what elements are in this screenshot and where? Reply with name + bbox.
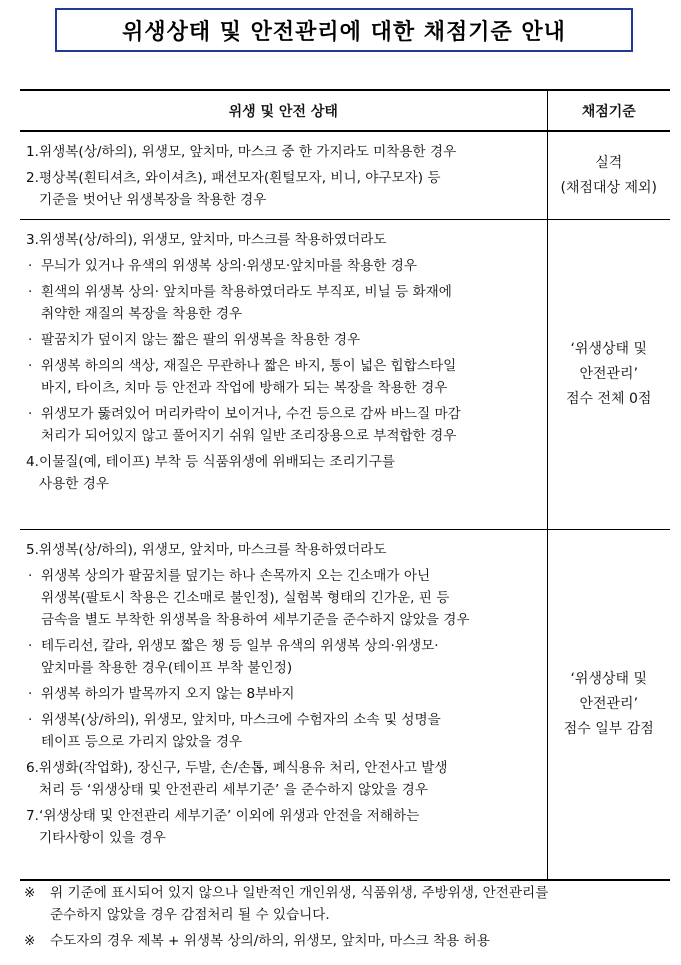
bullet-marker: · [28,638,33,654]
numbered-item [26,539,543,561]
condition-column-header: 위생 및 안전 상태 [20,90,547,131]
numbered-item [26,229,543,251]
item-text-line: 처리가 되어있지 않고 풀어지기 쉬워 일반 조리장용으로 부적합한 경우 [41,428,457,444]
reference-mark: ※ [24,933,36,949]
bullet-marker: · [28,686,33,702]
item-text-line: 무늬가 있거나 유색의 위생복 상의·위생모·앞치마를 착용한 경우 [41,258,417,274]
item-text-line: 흰색의 위생복 상의· 앞치마를 착용하였더라도 부직포, 비닐 등 화재에 [41,284,452,300]
score-text-line: 실격 [595,154,623,171]
item-number: 2. [26,170,39,186]
bullet-marker: · [28,568,33,584]
score-cell [547,131,670,220]
item-text-line: 사용한 경우 [39,476,109,492]
score-text-line: ‘위생상태 및 [570,670,648,687]
table-row [20,530,670,880]
score-column-header: 채점기준 [547,90,670,131]
item-text-line: 위생복 상의가 팔꿈치를 덮기는 하나 손목까지 오는 긴소매가 아닌 [41,568,431,584]
item-text-line: 테두리선, 칼라, 위생모 짧은 챙 등 일부 유색의 위생복 상의·위생모· [41,638,439,654]
item-text-line: 위생복(상/하의), 위생모, 앞치마, 마스크를 착용하였더라도 [39,542,387,558]
item-text-line: 처리 등 ‘위생상태 및 안전관리 세부기준’ 을 준수하지 않았을 경우 [39,782,428,798]
item-number: 1. [26,144,39,160]
score-text-line: (채점대상 제외) [560,179,658,196]
item-text-line: 취약한 재질의 복장을 착용한 경우 [41,306,243,322]
grading-criteria-table [20,89,670,881]
numbered-item [26,141,543,163]
bullet-marker: · [28,406,33,422]
bullet-item [26,355,543,399]
condition-cell [20,530,547,880]
item-text-line: 이물질(예, 테이프) 부착 등 식품위생에 위배되는 조리기구를 [39,454,396,470]
item-text-line: 위생복(팔토시 착용은 긴소매로 불인정), 실험복 형태의 긴가운, 핀 등 [41,590,450,606]
bullet-item [26,683,543,705]
bullet-item [26,255,543,277]
score-text-line: 점수 전체 0점 [566,391,652,407]
reference-mark: ※ [24,885,36,901]
footnote [20,882,670,926]
bullet-item [26,281,543,325]
footnote-text-line: 수도자의 경우 제복 + 위생복 상의/하의, 위생모, 앞치마, 마스크 착용 허용 [50,933,490,949]
score-text-line: 점수 일부 감점 [563,720,654,737]
item-text-line: 위생복(상/하의), 위생모, 앞치마, 마스크에 수험자의 소속 및 성명을 [41,712,441,728]
item-number: 6. [26,760,39,776]
bullet-marker: · [28,712,33,728]
item-text-line: 바지, 타이츠, 치마 등 안전과 작업에 방해가 되는 복장을 착용한 경우 [41,380,448,396]
footnotes [20,882,670,956]
numbered-item [26,757,543,801]
bullet-marker: · [28,358,33,374]
footnote-text-line: 위 기준에 표시되어 있지 않으나 일반적인 개인위생, 식품위생, 주방위생, 안전관리를 [50,885,549,901]
item-text-line: 평상복(흰티셔츠, 와이셔츠), 패션모자(흰털모자, 비니, 야구모자) 등 [39,170,441,186]
bullet-item [26,565,543,631]
score-cell [547,530,670,880]
item-text-line: ‘위생상태 및 안전관리 세부기준’ 이외에 위생과 안전을 저해하는 [39,808,420,824]
item-number: 5. [26,542,39,558]
bullet-item [26,709,543,753]
item-text-line: 위생복 하의가 발목까지 오지 않는 8부바지 [41,686,295,702]
numbered-item [26,805,543,849]
page-title: 위생상태 및 안전관리에 대한 채점기준 안내 [55,8,633,52]
table-row [20,131,670,220]
item-text-line: 앞치마를 착용한 경우(테이프 부착 불인정) [41,660,293,676]
item-text-line: 위생화(작업화), 장신구, 두발, 손/손톱, 폐식용유 처리, 안전사고 발생 [39,760,448,776]
condition-cell [20,131,547,220]
score-text-line: ‘위생상태 및 [570,341,648,357]
item-text-line: 기타사항이 있을 경우 [39,830,166,846]
item-number: 7. [26,808,39,824]
bullet-item [26,329,543,351]
bullet-item [26,635,543,679]
item-text-line: 위생복(상/하의), 위생모, 앞치마, 마스크를 착용하였더라도 [39,232,387,248]
numbered-item [26,167,543,211]
item-number: 3. [26,232,39,248]
score-text-line: 안전관리’ [579,366,639,382]
item-text-line: 위생복 하의의 색상, 재질은 무관하나 짧은 바지, 통이 넓은 힙합스타일 [41,358,457,374]
bullet-marker: · [28,258,33,274]
item-text-line: 기준을 벗어난 위생복장을 착용한 경우 [39,192,267,208]
item-number: 4. [26,454,39,470]
score-cell [547,220,670,530]
numbered-item [26,451,543,495]
bullet-marker: · [28,332,33,348]
item-text-line: 금속을 별도 부착한 위생복을 착용하여 세부기준을 준수하지 않았을 경우 [41,612,470,628]
footnote-text-line: 준수하지 않았을 경우 감점처리 될 수 있습니다. [50,907,330,923]
score-text-line: 안전관리’ [579,695,639,712]
condition-cell [20,220,547,530]
table-header-row [20,90,670,131]
item-text-line: 위생모가 뚫려있어 머리카락이 보이거나, 수건 등으로 감싸 바느질 마감 [41,406,461,422]
footnote [20,930,670,952]
table-row [20,220,670,530]
bullet-marker: · [28,284,33,300]
item-text-line: 팔꿈치가 덮이지 않는 짧은 팔의 위생복을 착용한 경우 [41,332,361,348]
item-text-line: 위생복(상/하의), 위생모, 앞치마, 마스크 중 한 가지라도 미착용한 경우 [39,144,457,160]
bullet-item [26,403,543,447]
item-text-line: 테이프 등으로 가리지 않았을 경우 [41,734,243,750]
